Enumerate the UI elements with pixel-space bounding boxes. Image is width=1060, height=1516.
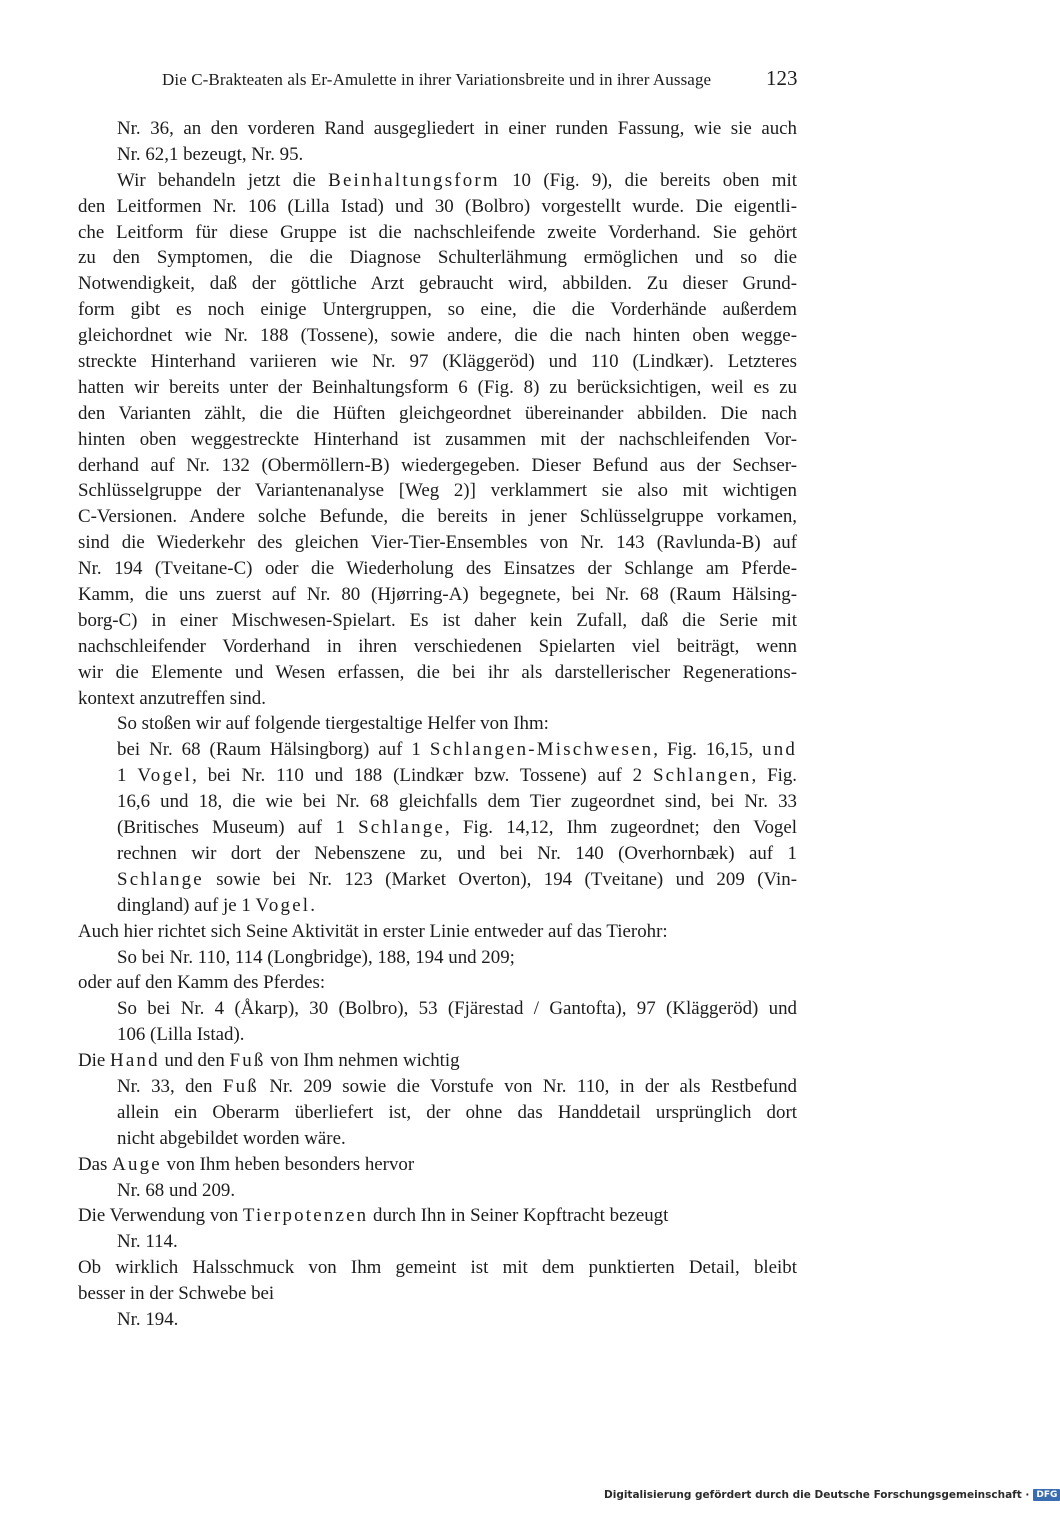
body-text	[78, 116, 797, 1333]
text-line: Die Hand und den Fuß von Ihm nehmen wichtig	[78, 1050, 460, 1072]
text-line: borg-C) in einer Mischwesen-Spielart. Es ist daher kein Zufall, daß die Serie mit	[78, 609, 797, 631]
text-line: Das Auge von Ihm heben besonders hervor	[78, 1153, 415, 1175]
spaced-term: Fuß	[229, 1050, 266, 1072]
text-line: wir die Elemente und Wesen erfassen, die bei ihr als darstellerischer Regenerations-	[78, 661, 797, 683]
text-line: kontext anzutreffen sind.	[78, 687, 266, 709]
text-line: Nr. 36, an den vorderen Rand ausgegliedert in einer runden Fassung, wie sie auch	[117, 118, 797, 139]
text-line: 106 (Lilla Istad).	[117, 1024, 245, 1046]
text-line: Wir behandeln jetzt die Beinhaltungsform 10 (Fig. 9), die bereits oben mit	[117, 169, 797, 191]
text-line: den Leitformen Nr. 106 (Lilla Istad) und 30 (Bolbro) vorgestellt wurde. Die eigentli-	[78, 195, 797, 217]
text-line: bei Nr. 68 (Raum Hälsingborg) auf 1 Schlangen-Mischwesen, Fig. 16,15, und	[117, 739, 797, 761]
text-line: besser in der Schwebe bei	[78, 1283, 275, 1305]
text-line: Nr. 62,1 bezeugt, Nr. 95.	[117, 143, 304, 165]
text-line: Schlüsselgruppe der Variantenanalyse [Weg 2)] verklammert sie also mit wichtigen	[78, 480, 797, 502]
text-line: C-Versionen. Andere solche Befunde, die bereits in jener Schlüsselgruppe vorkamen,	[78, 506, 797, 528]
text-line: So stoßen wir auf folgende tiergestaltige Helfer von Ihm:	[117, 713, 549, 735]
text-line: gleichordnet wie Nr. 188 (Tossene), sowie andere, die die nach hinten oben wegge-	[78, 325, 797, 347]
running-title: Die C-Brakteaten als Er-Amulette in ihrer Variationsbreite und in ihrer Aussage	[162, 70, 712, 89]
spaced-term: Vogel	[255, 894, 311, 916]
text-line: nachschleifender Vorderhand in ihren verschiedenen Spielarten viel beiträgt, wenn	[78, 635, 797, 657]
text-line: Die Verwendung von Tierpotenzen durch Ihn in Seiner Kopftracht bezeugt	[78, 1205, 669, 1227]
text-line: sind die Wiederkehr des gleichen Vier-Tier-Ensembles von Nr. 143 (Ravlunda-B) auf	[78, 532, 797, 554]
text-line: So bei Nr. 110, 114 (Longbridge), 188, 194 und 209;	[117, 946, 515, 968]
page-number: 123	[766, 66, 798, 90]
spaced-term: Schlange	[358, 817, 445, 839]
text-line: Nr. 68 und 209.	[117, 1179, 236, 1201]
text-line: Nr. 194 (Tveitane-C) oder die Wiederholung des Einsatzes der Schlange am Pferde-	[78, 558, 797, 580]
text-line: streckte Hinterhand variieren wie Nr. 97 (Kläggeröd) und 110 (Lindkær). Letzteres	[78, 351, 797, 373]
dfg-logo: DFG	[1033, 1489, 1060, 1501]
text-line: zu den Symptomen, die die Diagnose Schulterlähmung ermöglichen und so die	[78, 247, 797, 269]
text-line: den Varianten zählt, die die Hüften gleichgeordnet übereinander abbilden. Die nach	[78, 402, 797, 424]
text-line: 16,6 und 18, die wie bei Nr. 68 gleichfalls dem Tier zugeordnet sind, bei Nr. 33	[117, 791, 797, 813]
text-line: (Britisches Museum) auf 1 Schlange, Fig. 14,12, Ihm zugeordnet; den Vogel	[117, 817, 797, 839]
text-line: che Leitform für diese Gruppe ist die nachschleifende zweite Vorderhand. Sie gehört	[78, 221, 797, 243]
spaced-term: Beinhaltungsform	[328, 169, 500, 191]
text-line: form gibt es noch einige Untergruppen, so eine, die die Vorderhände außerdem	[78, 299, 797, 321]
text-line: hinten oben weggestreckte Hinterhand ist zusammen mit der nachschleifenden Vor-	[78, 428, 797, 450]
text-line: Schlange sowie bei Nr. 123 (Market Overton), 194 (Tveitane) und 209 (Vin-	[117, 868, 797, 890]
spaced-term: und	[762, 739, 797, 761]
spaced-term: Schlangen-Mischwesen	[429, 739, 654, 761]
text-line: nicht abgebildet worden wäre.	[117, 1127, 346, 1149]
text-line: rechnen wir dort der Nebenszene zu, und bei Nr. 140 (Overhornbæk) auf 1	[117, 842, 797, 864]
text-line: Notwendigkeit, daß der göttliche Arzt gebraucht wird, abbilden. Zu dieser Grund-	[78, 273, 797, 295]
text-line: Nr. 194.	[117, 1308, 179, 1330]
text-line: allein ein Oberarm überliefert ist, der ohne das Handdetail ursprünglich dort	[117, 1101, 797, 1123]
spaced-term: Auge	[112, 1153, 162, 1175]
text-line: Ob wirklich Halsschmuck von Ihm gemeint ist mit dem punktierten Detail, bleibt	[78, 1257, 797, 1279]
text-line: Nr. 114.	[117, 1231, 178, 1253]
text-line: dingland) auf je 1 Vogel.	[117, 894, 315, 916]
spaced-term: Fuß	[222, 1075, 259, 1097]
digitization-footer	[604, 1489, 1060, 1501]
text-line: Nr. 33, den Fuß Nr. 209 sowie die Vorstufe von Nr. 110, in der als Restbefund	[117, 1075, 797, 1097]
text-line: 1 Vogel, bei Nr. 110 und 188 (Lindkær bzw. Tossene) auf 2 Schlangen, Fig.	[117, 765, 798, 787]
funding-note: Digitalisierung gefördert durch die Deutsche Forschungsgemeinschaft ·	[604, 1489, 1030, 1501]
spaced-term: Tierpotenzen	[242, 1205, 369, 1227]
text-line: Auch hier richtet sich Seine Aktivität in erster Linie entweder auf das Tierohr:	[78, 920, 668, 942]
spaced-term: Schlangen	[652, 765, 752, 787]
text-line: So bei Nr. 4 (Åkarp), 30 (Bolbro), 53 (Fjärestad / Gantofta), 97 (Kläggeröd) und	[117, 998, 797, 1020]
text-line: hatten wir bereits unter der Beinhaltungsform 6 (Fig. 8) zu berücksichtigen, weil es zu	[78, 376, 797, 398]
spaced-term: Hand	[110, 1050, 160, 1072]
text-line: Kamm, die uns zuerst auf Nr. 80 (Hjørring-A) begegnete, bei Nr. 68 (Raum Hälsing-	[78, 584, 797, 606]
spaced-term: Vogel	[137, 765, 193, 787]
spaced-term: Schlange	[117, 868, 204, 890]
text-line: derhand auf Nr. 132 (Obermöllern-B) wiedergegeben. Dieser Befund aus der Sechser-	[78, 454, 797, 476]
text-line: oder auf den Kamm des Pferdes:	[78, 972, 326, 994]
